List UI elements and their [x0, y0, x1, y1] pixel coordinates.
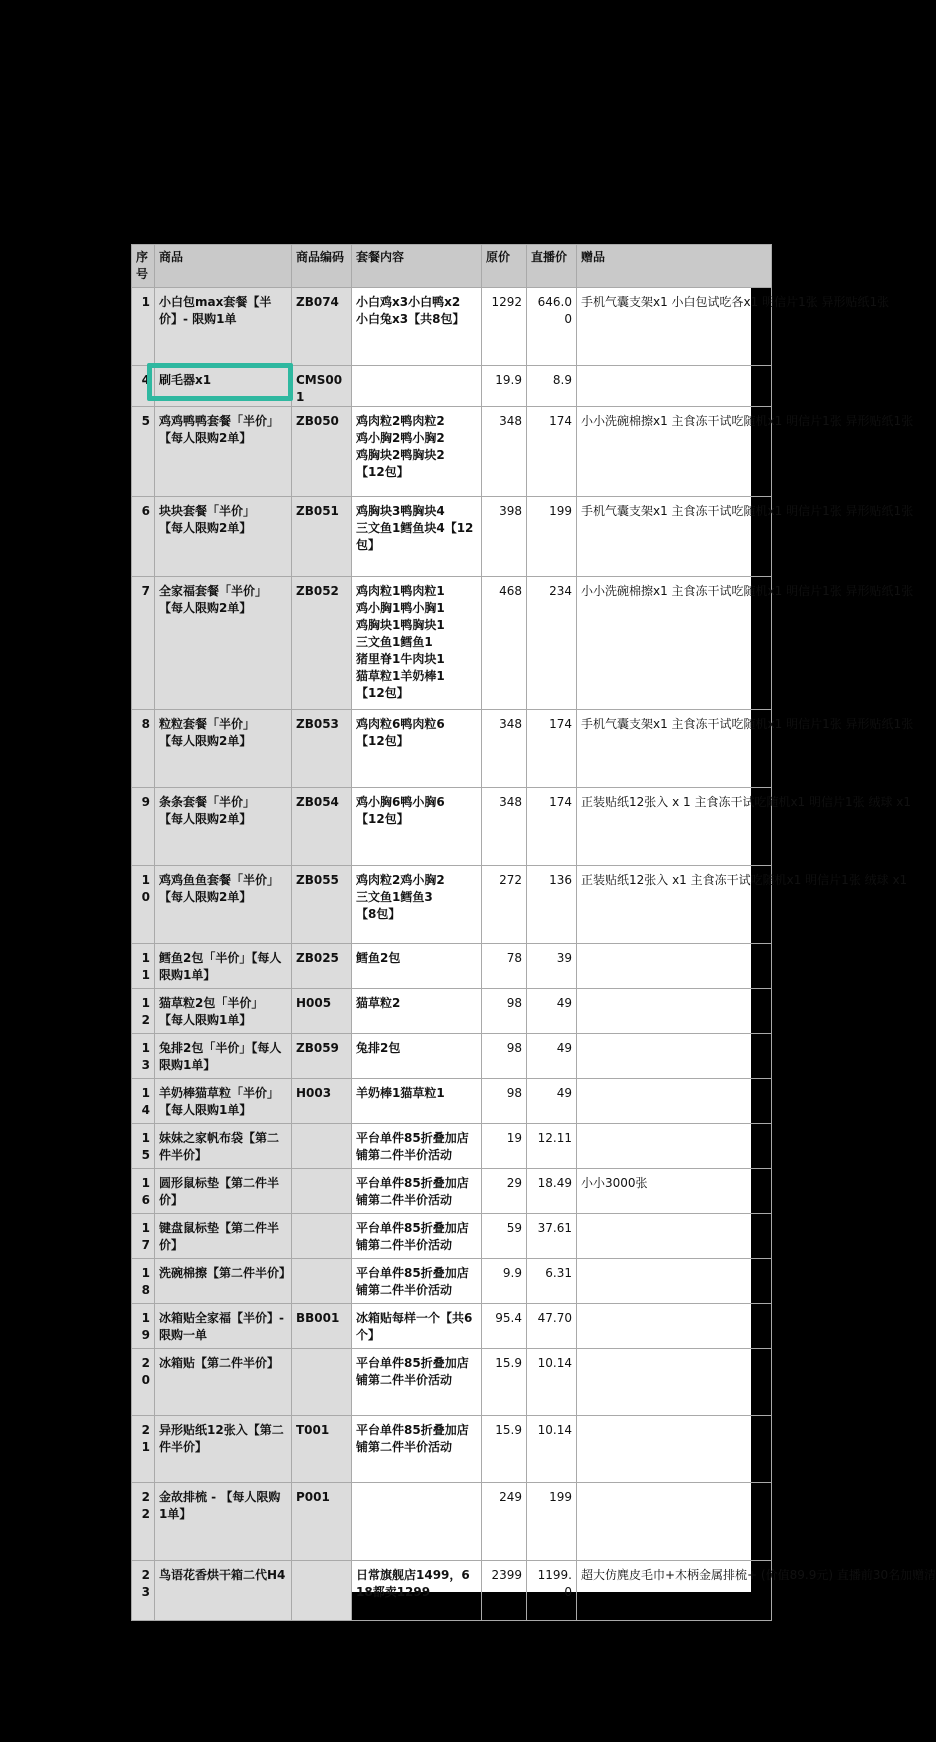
- cell-price: 1292: [482, 288, 527, 366]
- table-row: [132, 407, 772, 497]
- table-row: [132, 788, 772, 866]
- cell-price: 98: [482, 1079, 527, 1124]
- cell-seq: 8: [132, 710, 155, 788]
- table-row: [132, 1416, 772, 1483]
- cell-seq: 19: [132, 1304, 155, 1349]
- cell-live-price: 18.49: [527, 1169, 577, 1214]
- col-header-live-price: 直播价: [527, 245, 577, 288]
- cell-package: 鸡肉粒6鸭肉粒6 【12包】: [352, 710, 482, 788]
- cell-price: 348: [482, 407, 527, 497]
- cell-name: 小白包max套餐【半价】- 限购1单: [155, 288, 292, 366]
- cell-live-price: 174: [527, 788, 577, 866]
- table-row: [132, 1561, 772, 1621]
- cell-price: 15.9: [482, 1349, 527, 1416]
- cell-price: 19.9: [482, 366, 527, 407]
- col-header-code: 商品编码: [292, 245, 352, 288]
- cell-code: [292, 1561, 352, 1621]
- cell-code: ZB052: [292, 577, 352, 710]
- table-row: [132, 577, 772, 710]
- cell-name: 猫草粒2包「半价」 【每人限购1单】: [155, 989, 292, 1034]
- cell-code: ZB053: [292, 710, 352, 788]
- table-row: [132, 1034, 772, 1079]
- cell-package: 平台单件85折叠加店铺第二件半价活动: [352, 1169, 482, 1214]
- cell-code: ZB055: [292, 866, 352, 944]
- cell-package: 鸡肉粒1鸭肉粒1 鸡小胸1鸭小胸1 鸡胸块1鸭胸块1 三文鱼1鳕鱼1 猪里脊1牛肉块1 猫草粒1羊奶棒1 【12包】: [352, 577, 482, 710]
- header-row: [132, 245, 772, 288]
- cell-price: 398: [482, 497, 527, 577]
- cell-code: [292, 1349, 352, 1416]
- cell-name: 冰箱贴全家福【半价】- 限购一单: [155, 1304, 292, 1349]
- cell-live-price: 47.70: [527, 1304, 577, 1349]
- cell-gift: [577, 944, 772, 989]
- cell-name: 块块套餐「半价」 【每人限购2单】: [155, 497, 292, 577]
- cell-seq: 21: [132, 1416, 155, 1483]
- cell-code: ZB050: [292, 407, 352, 497]
- cell-name: 鸟语花香烘干箱二代H4: [155, 1561, 292, 1621]
- cell-name: 羊奶棒猫草粒「半价」 【每人限购1单】: [155, 1079, 292, 1124]
- cell-seq: 18: [132, 1259, 155, 1304]
- cell-gift: 手机气囊支架x1 主食冻干试吃随机x1 明信片1张 异形贴纸1张: [577, 497, 772, 577]
- cell-code: ZB051: [292, 497, 352, 577]
- table-row: [132, 1214, 772, 1259]
- cell-price: 9.9: [482, 1259, 527, 1304]
- cell-live-price: 10.14: [527, 1416, 577, 1483]
- cell-code: [292, 1259, 352, 1304]
- cell-gift: [577, 1304, 772, 1349]
- cell-name: 金故排梳 - 【每人限购1单】: [155, 1483, 292, 1561]
- table-row: [132, 989, 772, 1034]
- cell-name: 妹妹之家帆布袋【第二件半价】: [155, 1124, 292, 1169]
- col-header-seq: 序 号: [132, 245, 155, 288]
- cell-package: 鸡小胸6鸭小胸6 【12包】: [352, 788, 482, 866]
- col-header-price: 原价: [482, 245, 527, 288]
- cell-gift: [577, 366, 772, 407]
- cell-code: BB001: [292, 1304, 352, 1349]
- cell-package: 平台单件85折叠加店铺第二件半价活动: [352, 1349, 482, 1416]
- cell-name: 异形贴纸12张入【第二件半价】: [155, 1416, 292, 1483]
- cell-seq: 22: [132, 1483, 155, 1561]
- cell-package: [352, 366, 482, 407]
- cell-package: 鸡肉粒2鸭肉粒2 鸡小胸2鸭小胸2 鸡胸块2鸭胸块2 【12包】: [352, 407, 482, 497]
- cell-package: 鸡肉粒2鸡小胸2 三文鱼1鳕鱼3 【8包】: [352, 866, 482, 944]
- cell-price: 19: [482, 1124, 527, 1169]
- cell-name: 刷毛器x1: [155, 366, 292, 407]
- cell-live-price: 1199.0: [527, 1561, 577, 1621]
- cell-code: [292, 1124, 352, 1169]
- cell-name: 鳕鱼2包「半价」【每人限购1单】: [155, 944, 292, 989]
- cell-live-price: 199: [527, 497, 577, 577]
- cell-name: 洗碗棉擦【第二件半价】: [155, 1259, 292, 1304]
- cell-live-price: 10.14: [527, 1349, 577, 1416]
- cell-live-price: 646.00: [527, 288, 577, 366]
- cell-gift: 小小洗碗棉擦x1 主食冻干试吃随机x1 明信片1张 异形贴纸1张: [577, 577, 772, 710]
- cell-name: 兔排2包「半价」【每人限购1单】: [155, 1034, 292, 1079]
- cell-name: 粒粒套餐「半价」 【每人限购2单】: [155, 710, 292, 788]
- cell-seq: 23: [132, 1561, 155, 1621]
- cell-seq: 10: [132, 866, 155, 944]
- table-row: [132, 1483, 772, 1561]
- cell-seq: 9: [132, 788, 155, 866]
- cell-gift: [577, 1214, 772, 1259]
- cell-name: 鸡鸡鸭鸭套餐「半价」 【每人限购2单】: [155, 407, 292, 497]
- cell-price: 78: [482, 944, 527, 989]
- table-row: [132, 866, 772, 944]
- table-row: [132, 1079, 772, 1124]
- cell-live-price: 39: [527, 944, 577, 989]
- cell-seq: 7: [132, 577, 155, 710]
- cell-name: 条条套餐「半价」 【每人限购2单】: [155, 788, 292, 866]
- cell-code: ZB025: [292, 944, 352, 989]
- cell-gift: [577, 1259, 772, 1304]
- cell-package: 小白鸡x3小白鸭x2 小白兔x3【共8包】: [352, 288, 482, 366]
- cell-package: 猫草粒2: [352, 989, 482, 1034]
- cell-seq: 5: [132, 407, 155, 497]
- cell-name: 冰箱贴【第二件半价】: [155, 1349, 292, 1416]
- cell-live-price: 136: [527, 866, 577, 944]
- cell-live-price: 37.61: [527, 1214, 577, 1259]
- cell-package: 鸡胸块3鸭胸块4 三文鱼1鳕鱼块4【12包】: [352, 497, 482, 577]
- cell-name: 鸡鸡鱼鱼套餐「半价」 【每人限购2单】: [155, 866, 292, 944]
- table-row: [132, 1349, 772, 1416]
- cell-name: 全家福套餐「半价」 【每人限购2单】: [155, 577, 292, 710]
- cell-code: ZB059: [292, 1034, 352, 1079]
- col-header-name: 商品: [155, 245, 292, 288]
- cell-live-price: 49: [527, 1034, 577, 1079]
- cell-live-price: 234: [527, 577, 577, 710]
- spreadsheet-image: [131, 244, 936, 1599]
- table-row: [132, 1304, 772, 1349]
- cell-gift: 正装贴纸12张入 x 1 主食冻干试吃随机x1 明信片1张 绒球 x1: [577, 788, 772, 866]
- cell-gift: 小小3000张: [577, 1169, 772, 1214]
- cell-code: H003: [292, 1079, 352, 1124]
- cell-gift: 超大仿麂皮毛巾+木柄金属排梳+ (价值89.9元) 直播前30名加赠清: [577, 1561, 772, 1621]
- col-header-gift: 赠品: [577, 245, 772, 288]
- cell-live-price: 49: [527, 989, 577, 1034]
- cell-price: 348: [482, 788, 527, 866]
- cell-live-price: 174: [527, 710, 577, 788]
- cell-gift: [577, 989, 772, 1034]
- cell-price: 29: [482, 1169, 527, 1214]
- cell-price: 348: [482, 710, 527, 788]
- table-row: [132, 1169, 772, 1214]
- cell-seq: 4: [132, 366, 155, 407]
- table-row: [132, 366, 772, 407]
- cell-package: 冰箱贴每样一个【共6个】: [352, 1304, 482, 1349]
- cell-package: 日常旗舰店1499，618都卖1299: [352, 1561, 482, 1621]
- cell-seq: 6: [132, 497, 155, 577]
- cell-live-price: 49: [527, 1079, 577, 1124]
- cell-code: H005: [292, 989, 352, 1034]
- cell-gift: [577, 1124, 772, 1169]
- cell-package: 平台单件85折叠加店铺第二件半价活动: [352, 1259, 482, 1304]
- cell-package: 兔排2包: [352, 1034, 482, 1079]
- cell-code: T001: [292, 1416, 352, 1483]
- cell-price: 95.4: [482, 1304, 527, 1349]
- cell-price: 272: [482, 866, 527, 944]
- cell-gift: [577, 1416, 772, 1483]
- cell-seq: 15: [132, 1124, 155, 1169]
- cell-gift: [577, 1079, 772, 1124]
- cell-code: ZB074: [292, 288, 352, 366]
- table-row: [132, 1124, 772, 1169]
- cell-name: 圆形鼠标垫【第二件半价】: [155, 1169, 292, 1214]
- cell-price: 98: [482, 1034, 527, 1079]
- table-row: [132, 710, 772, 788]
- cell-seq: 12: [132, 989, 155, 1034]
- cell-gift: 小小洗碗棉擦x1 主食冻干试吃随机x1 明信片1张 异形贴纸1张: [577, 407, 772, 497]
- cell-package: 平台单件85折叠加店铺第二件半价活动: [352, 1416, 482, 1483]
- cell-live-price: 12.11: [527, 1124, 577, 1169]
- cell-package: 羊奶棒1猫草粒1: [352, 1079, 482, 1124]
- cell-code: ZB054: [292, 788, 352, 866]
- cell-price: 98: [482, 989, 527, 1034]
- cell-seq: 11: [132, 944, 155, 989]
- cell-price: 249: [482, 1483, 527, 1561]
- cell-gift: [577, 1349, 772, 1416]
- cell-gift: 手机气囊支架x1 小白包试吃各x1 明信片1张 异形贴纸1张: [577, 288, 772, 366]
- cell-seq: 16: [132, 1169, 155, 1214]
- cell-gift: [577, 1034, 772, 1079]
- cell-code: P001: [292, 1483, 352, 1561]
- cell-package: 平台单件85折叠加店铺第二件半价活动: [352, 1214, 482, 1259]
- cell-code: CMS001: [292, 366, 352, 407]
- product-table: [131, 244, 936, 1621]
- cell-name: 键盘鼠标垫【第二件半价】: [155, 1214, 292, 1259]
- cell-seq: 17: [132, 1214, 155, 1259]
- cell-seq: 20: [132, 1349, 155, 1416]
- cell-live-price: 199: [527, 1483, 577, 1561]
- cell-gift: [577, 1483, 772, 1561]
- cell-gift: 正装贴纸12张入 x1 主食冻干试吃随机x1 明信片1张 绒球 x1: [577, 866, 772, 944]
- cell-price: 2399: [482, 1561, 527, 1621]
- cell-package: 鳕鱼2包: [352, 944, 482, 989]
- cell-seq: 13: [132, 1034, 155, 1079]
- cell-price: 468: [482, 577, 527, 710]
- cell-package: 平台单件85折叠加店铺第二件半价活动: [352, 1124, 482, 1169]
- table-row: [132, 1259, 772, 1304]
- cell-price: 15.9: [482, 1416, 527, 1483]
- cell-seq: 14: [132, 1079, 155, 1124]
- cell-seq: 1: [132, 288, 155, 366]
- cell-code: [292, 1169, 352, 1214]
- table-row: [132, 944, 772, 989]
- cell-price: 59: [482, 1214, 527, 1259]
- table-row: [132, 288, 772, 366]
- table-row: [132, 497, 772, 577]
- cell-package: [352, 1483, 482, 1561]
- cell-live-price: 174: [527, 407, 577, 497]
- cell-code: [292, 1214, 352, 1259]
- col-header-package: 套餐内容: [352, 245, 482, 288]
- cell-live-price: 6.31: [527, 1259, 577, 1304]
- cell-gift: 手机气囊支架x1 主食冻干试吃随机x1 明信片1张 异形贴纸1张: [577, 710, 772, 788]
- cell-live-price: 8.9: [527, 366, 577, 407]
